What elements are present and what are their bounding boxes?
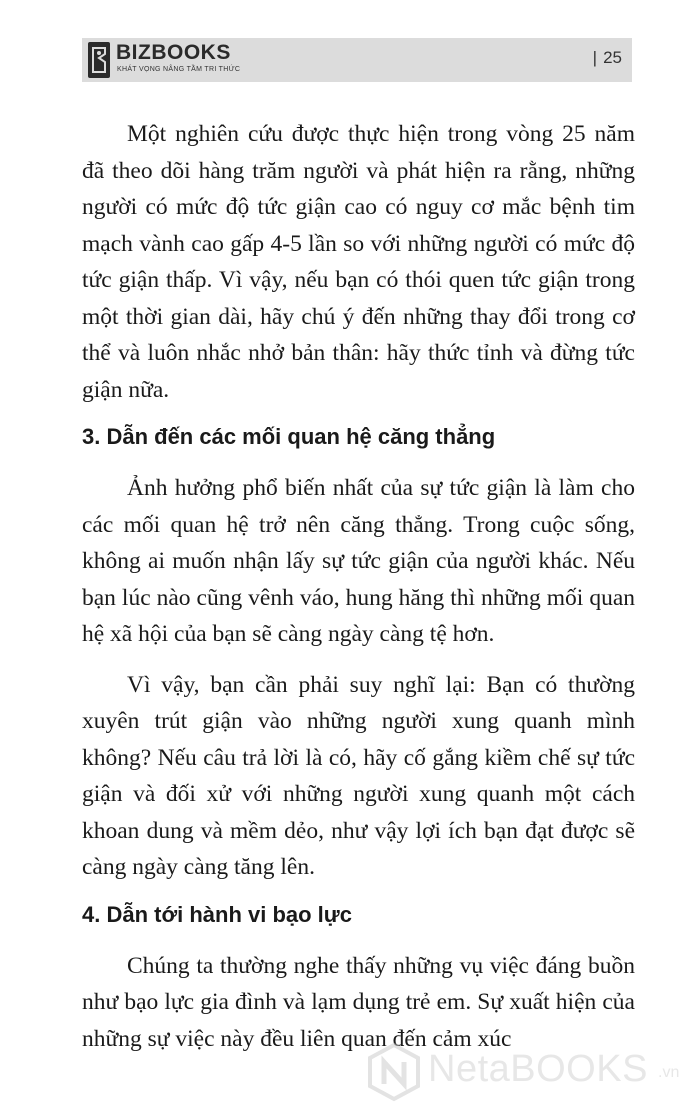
paragraph: Vì vậy, bạn cần phải suy nghĩ lại: Bạn có thường xuyên trút giận vào những người xung quanh mình không? Nếu câu trả lời là có, hãy cố gắng kiềm chế sự tức giận và đối xử với những người xung quanh một cách khoan dung và mềm dẻo, như vậy lợi ích bạn đạt được sẽ càng ngày càng tăng lên. (82, 671, 635, 880)
running-header (82, 38, 632, 82)
brand-tagline: KHÁT VỌNG NÂNG TẦM TRI THỨC (117, 66, 241, 73)
page-number-block (593, 48, 622, 68)
watermark (366, 1042, 696, 1102)
bizbooks-logo-icon (88, 42, 110, 78)
paragraph: Ảnh hưởng phổ biến nhất của sự tức giận là làm cho các mối quan hệ trở nên căng thẳng. Trong cuộc sống, không ai muốn nhận lấy sự tức giận của người khác. Nếu bạn lúc nào cũng vênh váo, hung hăng thì những mối quan hệ xã hội của bạn sẽ càng ngày càng tệ hơn. (82, 475, 635, 647)
page-body (82, 116, 635, 1071)
neta-hexagon-icon (366, 1042, 422, 1102)
paragraph: Chúng ta thường nghe thấy những vụ việc đáng buồn như bạo lực gia đình và lạm dụng trẻ em. Sự xuất hiện của những sự việc này đều liên quan đến cảm xúc (82, 952, 635, 1052)
section-heading: 4. Dẫn tới hành vi bạo lực (82, 901, 352, 927)
paragraph: Một nghiên cứu được thực hiện trong vòng 25 năm đã theo dõi hàng trăm người và phát hiện ra rằng, những người có mức độ tức giận cao có nguy cơ mắc bệnh tim mạch vành cao gấp 4-5 lần so với những người có mức độ tức giận thấp. Vì vậy, nếu bạn có thói quen tức giận trong một thời gian dài, hãy chú ý đến những thay đổi trong cơ thể và luôn nhắc nhở bản thân: hãy thức tỉnh và đừng tức giận nữa. (82, 121, 635, 403)
page-number: 25 (603, 48, 622, 67)
watermark-text: NetaBOOKS (428, 1048, 648, 1090)
brand-name: BIZBOOKS (116, 41, 231, 64)
page-separator: | (592, 48, 598, 67)
section-heading: 3. Dẫn đến các mối quan hệ căng thẳng (82, 424, 496, 449)
watermark-suffix: .vn (658, 1064, 680, 1081)
